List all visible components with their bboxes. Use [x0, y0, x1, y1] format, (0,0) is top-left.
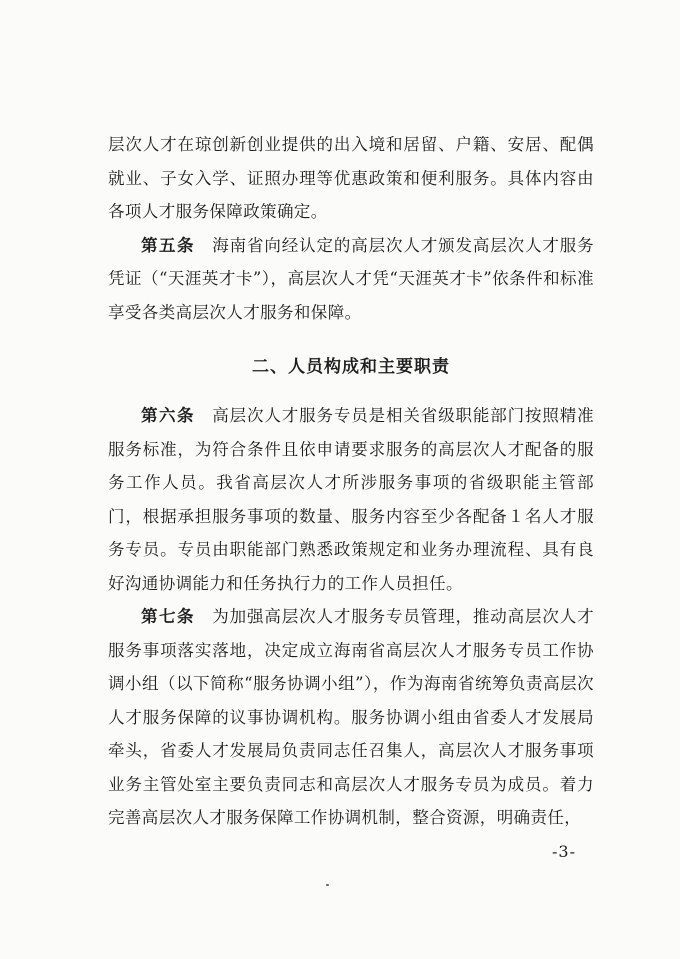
page-number: -3-	[552, 842, 576, 861]
continuation-paragraph: 层次人才在琼创新创业提供的出入境和居留、户籍、安居、配偶就业、子女入学、证照办理等优惠政策和便利服务。具体内容由各项人才服务保障政策确定。	[108, 135, 594, 221]
upper-text-block	[108, 128, 594, 329]
section-heading: 二、人员构成和主要职责	[252, 357, 450, 377]
article-7-text: 为加强高层次人才服务专员管理，推动高层次人才服务事项落实落地，决定成立海南省高层次人才服务专员工作协调小组（以下简称“服务协调小组”），作为海南省统筹负责高层次人才服务保障的议事协调机构。服务协调小组由省委人才发展局牵头，省委人才发展局负责同志任召集人，高层次人才服务事项业务主管处室主要负责同志和高层次人才服务专员为成员。着力完善高层次人才服务保障工作协调机制，整合资源，明确责任，	[108, 607, 594, 827]
article-6-text: 高层次人才服务专员是相关省级职能部门按照精准服务标准，为符合条件且依申请要求服务的高层次人才配备的服务工作人员。我省高层次人才所涉服务事项的省级职能主管部门，根据承担服务事项的数量、服务内容至少各配备１名人才服务专员。专员由职能部门熟悉政策规定和业务办理流程、具有良好沟通协调能力和任务执行力的工作人员担任。	[108, 406, 594, 593]
article-5-text: 海南省向经认定的高层次人才颁发高层次人才服务凭证（“天涯英才卡”），高层次人才凭“天涯英才卡”依条件和标准享受各类高层次人才服务和保障。	[108, 235, 594, 322]
scan-speck	[326, 884, 329, 886]
article-6-paragraph	[108, 399, 594, 600]
article-6-label: 第六条	[141, 406, 195, 425]
article-7-label: 第七条	[141, 607, 195, 626]
article-7-paragraph	[108, 600, 594, 835]
lower-text-block	[108, 399, 594, 835]
article-5-label: 第五条	[141, 235, 195, 255]
article-5-paragraph	[108, 229, 594, 330]
